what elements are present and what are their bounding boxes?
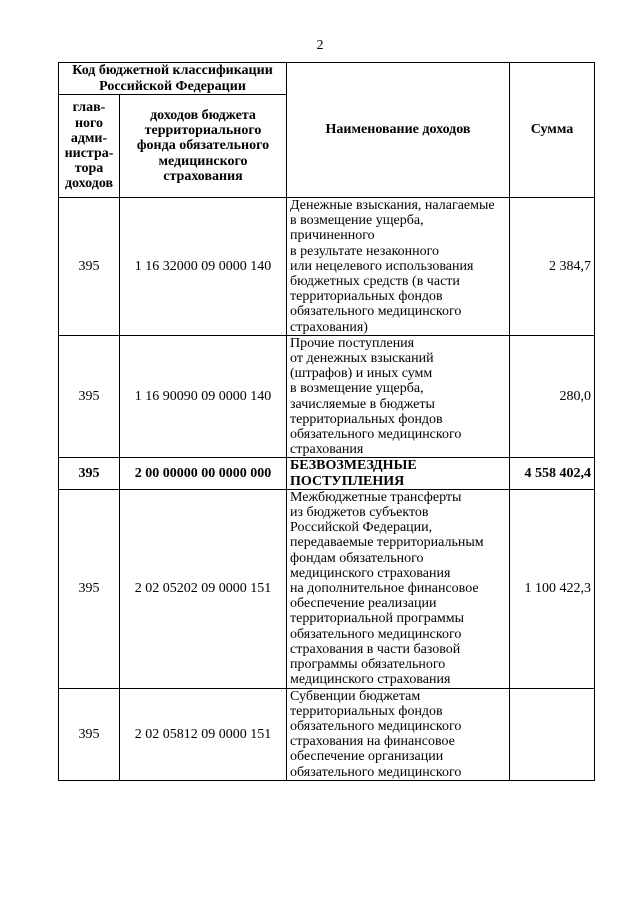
amount-header: Сумма [510, 63, 595, 198]
revenue-name-cell [287, 688, 510, 780]
revenue-name-text: БЕЗВОЗМЕЗДНЫЕ ПОСТУПЛЕНИЯ [290, 458, 417, 489]
amount-cell: 2 384,7 [510, 198, 595, 336]
budget-code-cell: 1 16 32000 09 0000 140 [120, 198, 287, 336]
table-row [59, 198, 595, 336]
amount-cell: 1 100 422,3 [510, 489, 595, 688]
revenue-name-text: Субвенции бюджетам территориальных фондов обязательного медицинского страхования на финансовое обеспечение организации обязательного медицинского [290, 688, 462, 780]
budget-code-cell: 1 16 90090 09 0000 140 [120, 335, 287, 458]
revenue-table [58, 62, 595, 781]
revenue-name-header: Наименование доходов [287, 63, 510, 198]
admin-code-cell: 395 [59, 198, 120, 336]
amount-cell [510, 688, 595, 780]
table-row [59, 458, 595, 489]
budget-classification-code-header: Код бюджетной классификации Российской Федерации [59, 63, 287, 95]
revenue-name-cell [287, 489, 510, 688]
revenue-name-text: Межбюджетные трансферты из бюджетов субъектов Российской Федерации, передаваемые территориальным фондам обязательного медицинского страхования на дополнительное финансовое обеспечение реализации территориальной программы обязательного медицинского страхования в части базовой программы обязательного медицинского страхования [290, 489, 484, 688]
admin-code-cell: 395 [59, 458, 120, 489]
revenue-name-text: Прочие поступления от денежных взысканий (штрафов) и иных сумм в возмещение ущерба, зачисляемые в бюджеты территориальных фондов обязательного медицинского страхования [290, 335, 462, 458]
budget-code-cell: 2 00 00000 00 0000 000 [120, 458, 287, 489]
table-row [59, 688, 595, 780]
chief-administrator-header: глав- ного адми- нистра- тора доходов [59, 95, 120, 198]
revenue-name-text: Денежные взыскания, налагаемые в возмещение ущерба, причиненного в результате незаконного или нецелевого использования бюджетных средств (в части территориальных фондов обязательного медицинского страхования) [290, 198, 495, 335]
budget-code-cell: 2 02 05202 09 0000 151 [120, 489, 287, 688]
table-header [59, 63, 595, 198]
admin-code-cell: 395 [59, 688, 120, 780]
page-number: 2 [316, 38, 324, 53]
revenue-name-cell [287, 335, 510, 458]
revenue-name-cell [287, 458, 510, 489]
admin-code-cell: 395 [59, 489, 120, 688]
table-body [59, 198, 595, 781]
budget-code-cell: 2 02 05812 09 0000 151 [120, 688, 287, 780]
revenue-name-cell [287, 198, 510, 336]
amount-cell: 4 558 402,4 [510, 458, 595, 489]
amount-cell: 280,0 [510, 335, 595, 458]
fund-revenue-code-header: доходов бюджета территориального фонда обязательного медицинского страхования [120, 95, 287, 198]
admin-code-cell: 395 [59, 335, 120, 458]
table-row [59, 335, 595, 458]
table-row [59, 489, 595, 688]
